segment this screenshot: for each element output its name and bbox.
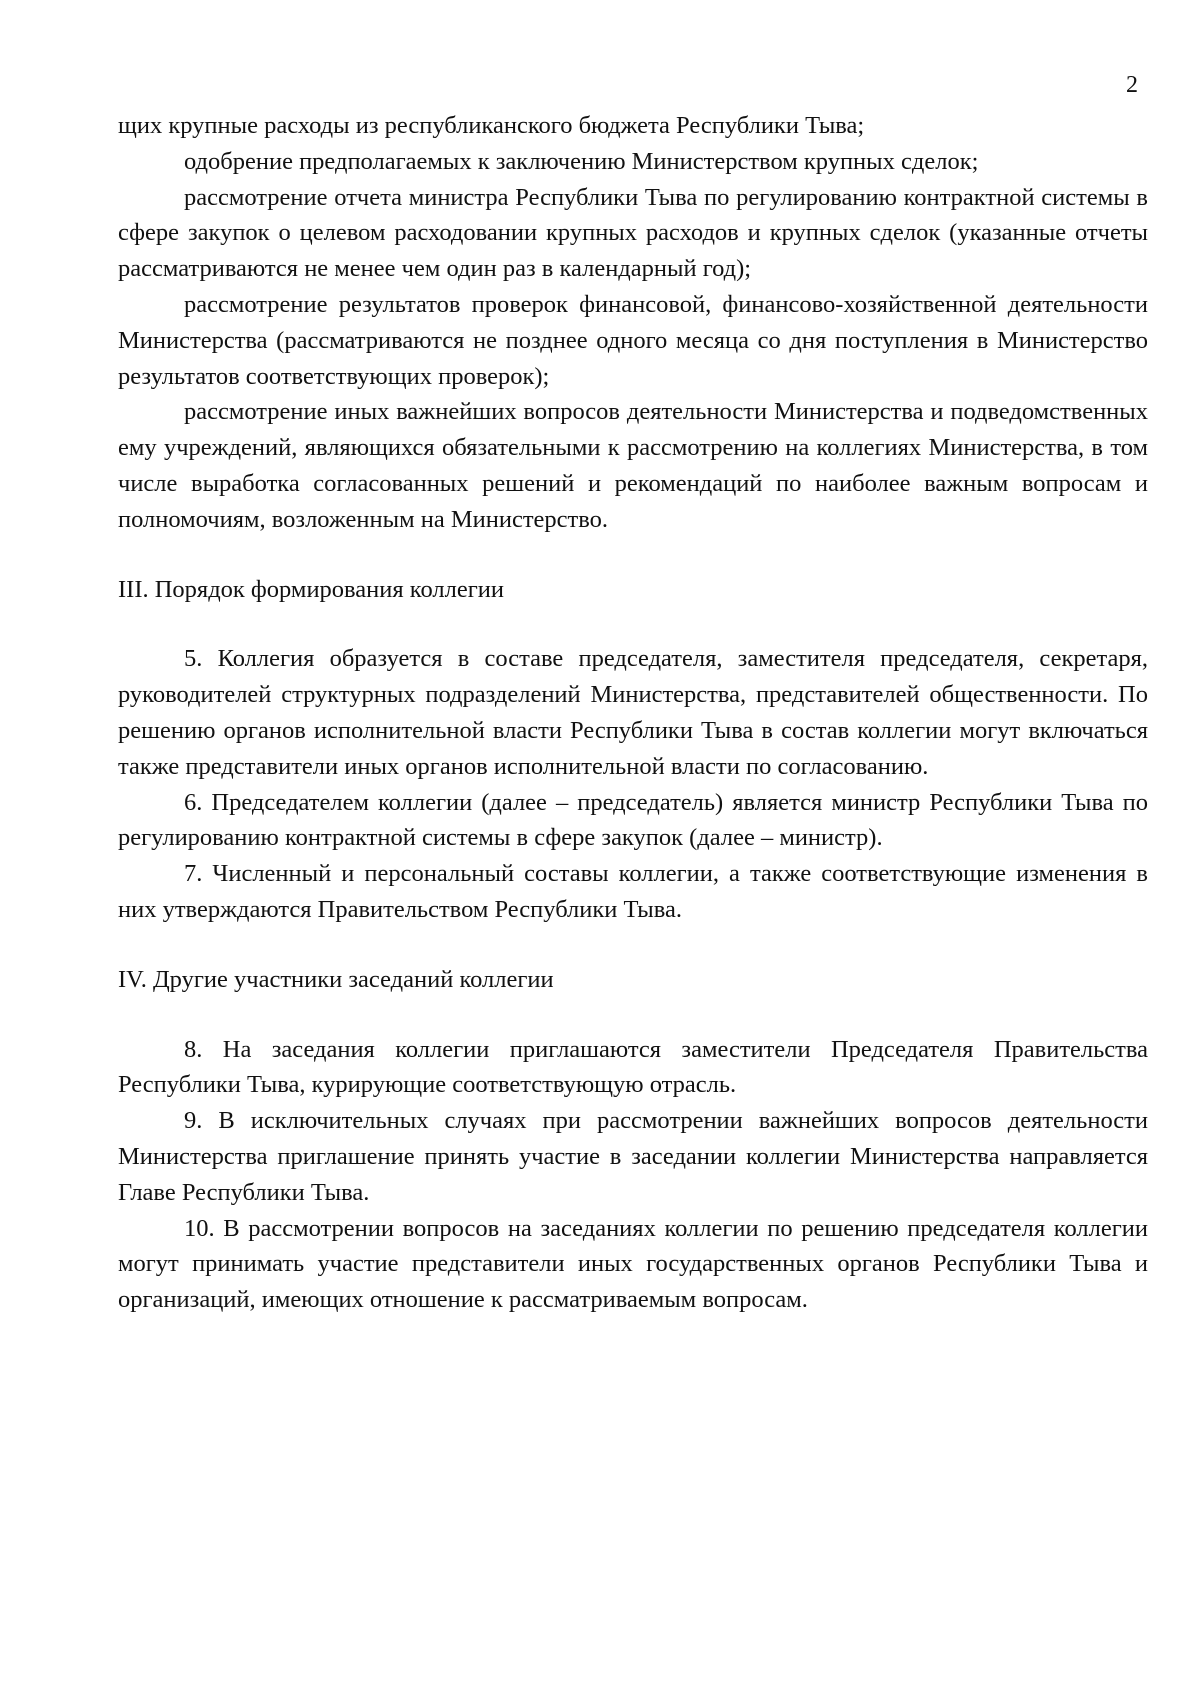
paragraph: 5. Коллегия образуется в составе председателя, заместителя председателя, секретаря, руководителей структурных подразделений Министерства, представителей общественности. По решению органов исполнительной власти Республики Тыва в состав коллегии могут включаться также представители иных органов исполнительной власти по согласованию.	[118, 645, 1148, 780]
section-3-heading: III. Порядок формирования коллегии	[118, 575, 504, 603]
paragraph: 10. В рассмотрении вопросов на заседаниях коллегии по решению председателя коллегии могут принимать участие представители иных государственных органов Республики Тыва и организаций, имеющих отношение к рассматриваемым вопросам.	[118, 1214, 1148, 1314]
paragraph: щих крупные расходы из республиканского бюджета Республики Тыва;	[118, 112, 865, 139]
paragraph: 7. Численный и персональный составы коллегии, а также соответствующие изменения в них утверждаются Правительством Республики Тыва.	[118, 860, 1148, 923]
paragraph: одобрение предполагаемых к заключению Министерством крупных сделок;	[184, 147, 979, 175]
paragraph: 8. На заседания коллегии приглашаются заместители Председателя Правительства Республики Тыва, курирующие соответствующую отрасль.	[118, 1035, 1148, 1099]
page-number: 2	[1126, 72, 1138, 98]
paragraph: 9. В исключительных случаях при рассмотрении важнейших вопросов деятельности Министерства приглашение принять участие в заседании коллегии Министерства направляется Главе Республики Тыва.	[118, 1107, 1148, 1206]
document-body	[118, 108, 1148, 1318]
section-4-heading: IV. Другие участники заседаний коллегии	[118, 965, 554, 993]
paragraph: рассмотрение иных важнейших вопросов деятельности Министерства и подведомственных ему учреждений, являющихся обязательными к рассмотрению на коллегиях Министерства, в том числе выработка согласованных решений и рекомендаций по наиболее важным вопросам и полномочиям, возложенным на Министерство.	[118, 398, 1148, 533]
paragraph: рассмотрение отчета министра Республики Тыва по регулированию контрактной системы в сфере закупок о целевом расходовании крупных расходов и крупных сделок (указанные отчеты рассматриваются не менее чем один раз в календарный год);	[118, 183, 1148, 283]
paragraph: рассмотрение результатов проверок финансовой, финансово-хозяйственной деятельности Министерства (рассматриваются не позднее одного месяца со дня поступления в Министерство результатов соответствующих проверок);	[118, 290, 1148, 390]
paragraph: 6. Председателем коллегии (далее – председатель) является министр Республики Тыва по регулированию контрактной системы в сфере закупок (далее – министр).	[118, 788, 1148, 852]
